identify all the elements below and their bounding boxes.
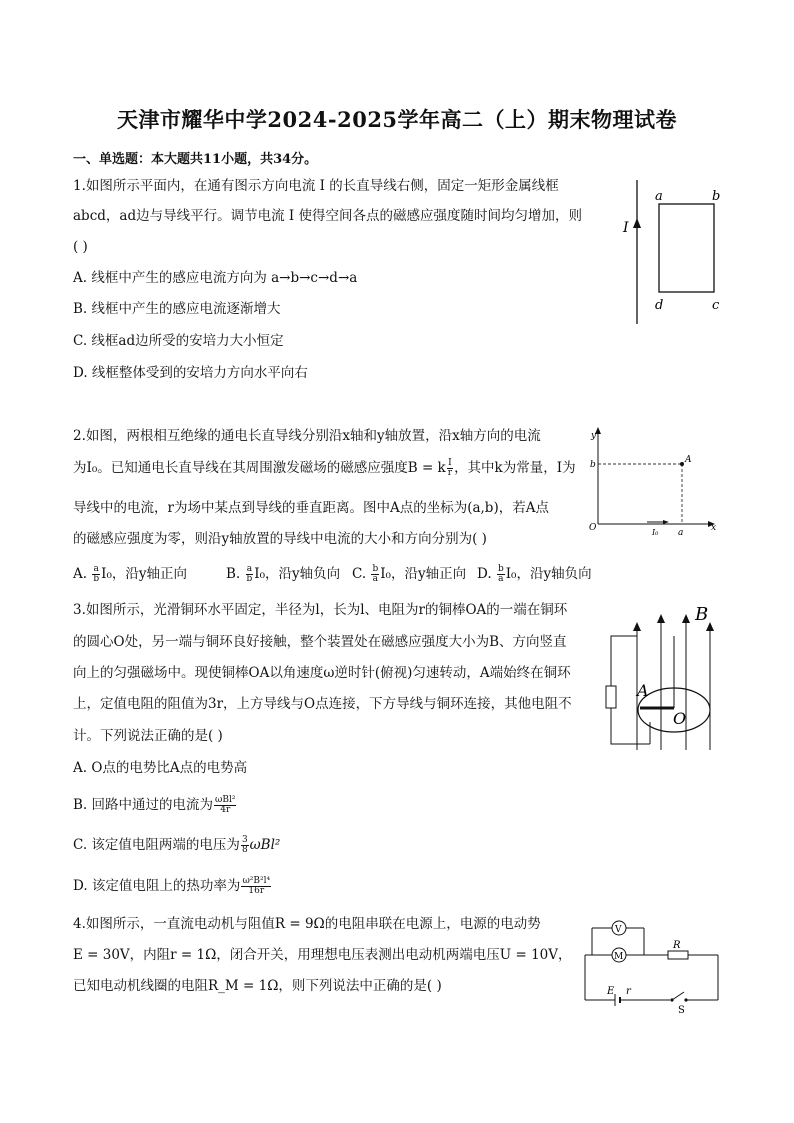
corner-c-label: c [712,298,720,313]
option-fraction [246,565,254,584]
q3-figure [600,600,730,765]
q2-line: 的磁感应强度为零，则沿y轴放置的导线中电流的大小和方向分别为( ) [73,531,487,547]
q4-line: E = 30V，内阻r = 1Ω，闭合开关，用理想电压表测出电动机两端电压U = 10V， [73,947,572,963]
option-text: I₀，沿y轴负向 [505,566,592,582]
option-label: B. [226,566,241,582]
q2-line: 2.如图，两根相互绝缘的通电长直导线分别沿x轴和y轴放置，沿x轴方向的电流 [73,428,541,444]
q1-line: 1.如图所示平面内，在通有图示方向电流 I 的长直导线右侧，固定一矩形金属线框 [73,178,559,194]
q2-option-d[interactable] [477,565,592,584]
q1-option-a[interactable]: A. 线框中产生的感应电流方向为 a→b→c→d→a [73,270,358,286]
option-label: A. [73,566,88,582]
q2-formula-fraction [447,459,453,478]
option-label: C. [352,566,367,582]
rod-end-a-label: A [637,681,649,700]
fraction-numerator: 3 [241,835,248,845]
option-label: D. [477,566,492,582]
fraction-denominator: a [372,574,378,584]
q2-line: 导线中的电流，r为场中某点到导线的垂直距离。图中A点的坐标为(a,b)，若A点 [73,500,549,516]
q1-line: abcd，ad边与导线平行。调节电流 I 使得空间各点的磁感应强度随时间均匀增加，则 [73,208,582,224]
q2-figure [585,424,725,539]
fraction-numerator: a [93,564,99,574]
x-axis-label: x [711,523,717,533]
a-tick-label: a [678,528,684,538]
fraction-numerator: I [448,458,452,468]
q1-figure [615,178,730,328]
option-text: D. 该定值电阻上的热功率为 [73,878,241,894]
option-fraction [497,565,505,584]
option-fraction [214,796,236,815]
origin-label: O [589,523,597,533]
option-fraction [241,836,249,855]
corner-a-label: a [655,189,663,204]
field-b-label: B [695,604,709,625]
q3-option-d[interactable] [73,877,272,896]
q2-option-c[interactable] [352,565,466,584]
option-fraction [371,565,379,584]
fraction-denominator: 4r [220,805,231,815]
q1-option-b[interactable]: B. 线框中产生的感应电流逐渐增大 [73,301,281,317]
q1-wire-frame [659,204,714,292]
q2-option-a[interactable] [73,565,187,584]
voltmeter-label: V [615,925,622,935]
resistor-r [668,951,688,959]
fraction-numerator: ω²B²l⁴ [242,876,271,886]
q2-line-part: 为I₀。已知通电长直导线在其周围激发磁场的磁感应强度B = k [73,460,446,476]
fraction-denominator: b [93,574,100,584]
fraction-denominator: b [246,574,253,584]
corner-b-label: b [712,189,721,204]
fraction-denominator: r [447,468,453,478]
center-o-label: O [673,709,687,728]
option-text: C. 该定值电阻两端的电压为 [73,837,240,853]
motor-label: M [614,952,624,962]
option-text: I₀，沿y轴负向 [254,566,341,582]
corner-d-label: d [655,298,664,313]
fraction-denominator: 8 [241,845,248,855]
option-text: I₀，沿y轴正向 [380,566,467,582]
option-text: ωBl² [249,837,281,853]
page-title: 天津市耀华中学2024-2025学年高二（上）期末物理试卷 [116,107,678,132]
q4-figure [580,912,725,1017]
q2-option-b[interactable] [226,565,340,584]
q3-line: 3.如图所示，光滑铜环水平固定，半径为l，长为l、电阻为r的铜棒OA的一端在铜环 [73,602,568,618]
q1-option-d[interactable]: D. 线框整体受到的安培力方向水平向右 [73,365,308,381]
point-a-label: A [685,455,692,465]
internal-resistance-label: r [626,986,631,997]
q2-line-part: ，其中k为常量，I为 [454,460,576,476]
fraction-numerator: b [497,564,504,574]
q1-current-label: I [623,220,629,236]
option-fraction [241,877,271,896]
q3-line: 的圆心O处，另一端与铜环良好接触，整个装置处在磁感应强度大小为B、方向竖直 [73,634,567,650]
q4-line: 4.如图所示，一直流电动机与阻值R = 9Ω的电阻串联在电源上，电源的电动势 [73,916,541,932]
fraction-numerator: b [372,564,379,574]
emf-label: E [607,986,615,997]
q2-line-formula [73,459,576,478]
fraction-numerator: a [246,564,253,574]
q3-option-c[interactable] [73,836,280,855]
fraction-numerator: ωBl² [215,795,236,805]
section-heading: 一、单选题：本大题共11小题，共34分。 [73,152,318,167]
q3-option-b[interactable] [73,796,237,815]
q4-line: 已知电动机线圈的电阻R_M = 1Ω，则下列说法中正确的是( ) [73,978,442,994]
switch-label: S [678,1005,685,1016]
q3-line: 向上的匀强磁场中。现使铜棒OA以角速度ω逆时针(俯视)匀速转动，A端始终在铜环 [73,665,571,681]
option-text: B. 回路中通过的电流为 [73,797,214,813]
switch [672,992,684,1000]
q3-line: 计。下列说法正确的是( ) [73,728,223,744]
q3-line: 上，定值电阻的阻值为3r，上方导线与O点连接，下方导线与铜环连接，其他电阻不 [73,696,572,712]
current-i0-label: I₀ [652,528,659,537]
q1-option-c[interactable]: C. 线框ad边所受的安培力大小恒定 [73,333,284,349]
resistor-label: R [673,940,681,951]
y-axis-label: y [591,431,597,441]
q1-line: ( ) [73,239,88,255]
q3-option-a[interactable]: A. O点的电势比A点的电势高 [73,760,248,776]
resistor [606,686,616,708]
option-fraction [92,565,100,584]
fraction-denominator: 16r [248,886,265,896]
option-text: I₀，沿y轴正向 [101,566,187,582]
fraction-denominator: a [498,574,504,584]
b-tick-label: b [590,460,596,470]
